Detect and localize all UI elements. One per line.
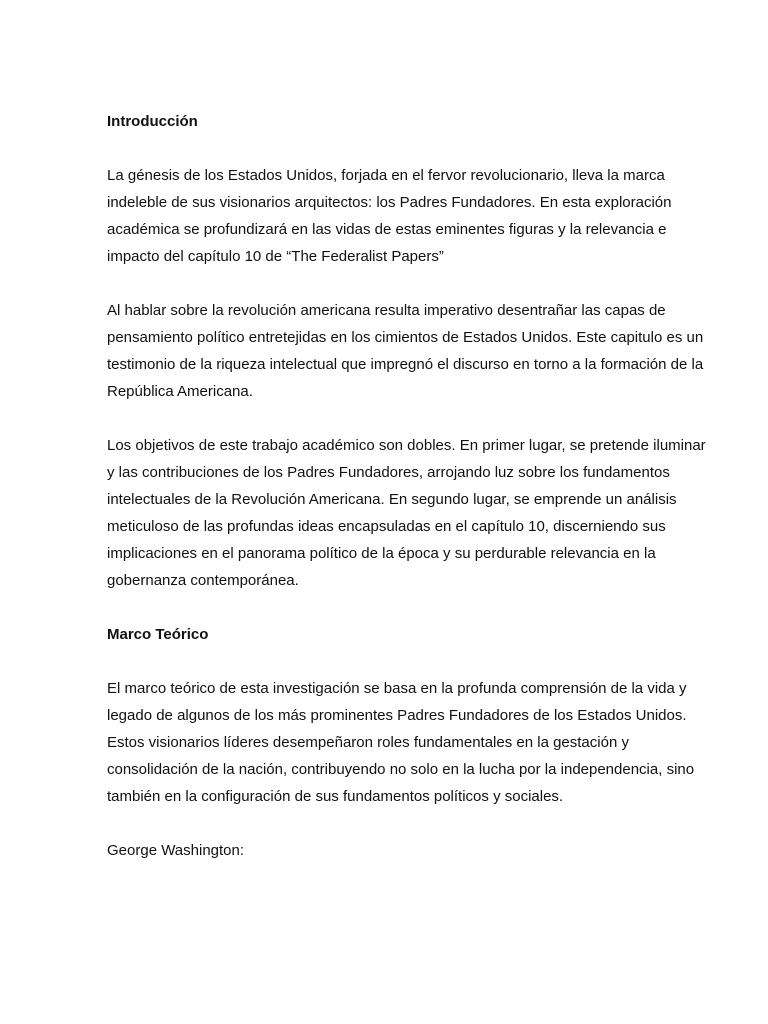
section-heading-marco-teorico: Marco Teórico bbox=[107, 626, 209, 643]
paragraph-genesis: La génesis de los Estados Unidos, forjada en el fervor revolucionario, lleva la marca indeleble de sus visionarios arquitectos: los Padres Fundadores. En esta exploración académica se profundizará en las vidas de estas eminentes figuras y la relevancia e impacto del capítulo 10 de “The Federalist Papers” bbox=[107, 167, 672, 265]
paragraph-objetivos: Los objetivos de este trabajo académico son dobles. En primer lugar, se pretende iluminar y las contribuciones de los Padres Fundadores, arrojando luz sobre los fundamentos intelectuales de la Revolución Americana. En segundo lugar, se emprende un análisis meticuloso de las profundas ideas encapsuladas en el capítulo 10, discerniendo sus implicaciones en el panorama político de la época y su perdurable relevancia en la gobernanza contemporánea. bbox=[107, 437, 706, 589]
document-body bbox=[107, 108, 707, 891]
paragraph-revolucion: Al hablar sobre la revolución americana resulta imperativo desentrañar las capas de pensamiento político entretejidas en los cimientos de Estados Unidos. Este capitulo es un testimonio de la riqueza intelectual que impregnó el discurso en torno a la formación de la República Americana. bbox=[107, 302, 704, 400]
paragraph-marco: El marco teórico de esta investigación se basa en la profunda comprensión de la vida y legado de algunos de los más prominentes Padres Fundadores de los Estados Unidos. Estos visionarios líderes desempeñaron roles fundamentales en la gestación y consolidación de la nación, contribuyendo no solo en la lucha por la independencia, sino también en la configuración de sus fundamentos políticos y sociales. bbox=[107, 680, 695, 805]
section-heading-introduccion: Introducción bbox=[107, 113, 198, 130]
paragraph-george-washington: George Washington: bbox=[107, 842, 245, 859]
